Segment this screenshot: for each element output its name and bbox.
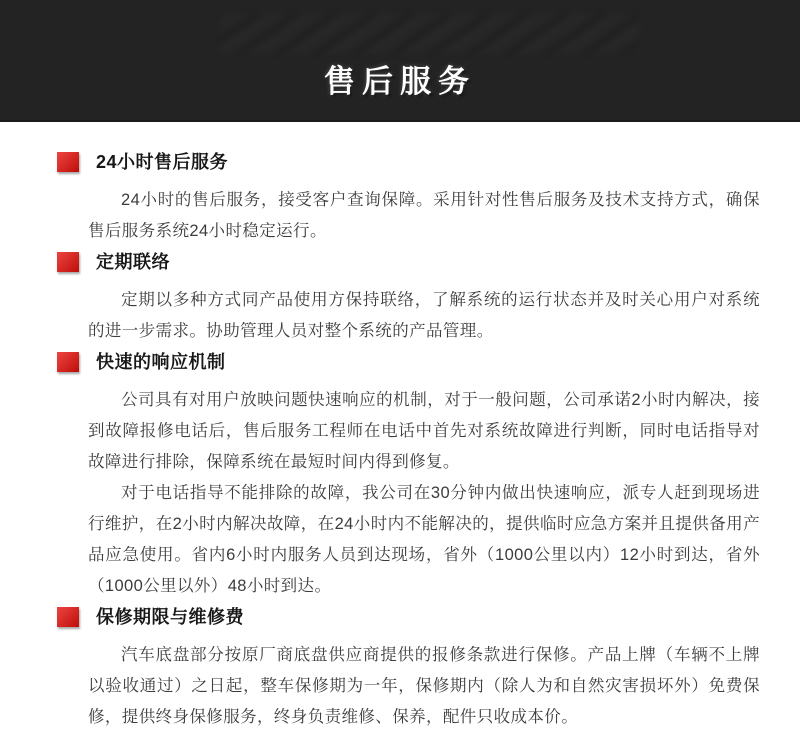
section-paragraph: 对于电话指导不能排除的故障，我公司在30分钟内做出快速响应，派专人赶到现场进行维护，在2小时内解决故障，在24小时内不能解决的，提供临时应急方案并且提供备用产品应急使用。省内6小时内服务人员到达现场，省外（1000公里以内）12小时到达，省外（1000公里以外）48小时到达。 (88, 484, 760, 595)
section-24h-service (57, 150, 760, 247)
section-paragraph: 24小时的售后服务，接受客户查询保障。采用针对性售后服务及技术支持方式，确保售后服务系统24小时稳定运行。 (88, 191, 760, 240)
content (0, 122, 800, 733)
red-square-bullet-icon (57, 607, 79, 627)
section-warranty (57, 605, 760, 733)
red-square-bullet-icon (57, 352, 79, 372)
section-heading-row (57, 605, 760, 629)
red-square-bullet-icon (57, 152, 79, 172)
section-paragraph: 定期以多种方式同产品使用方保持联络，了解系统的运行状态并及时关心用户对系统的进一步需求。协助管理人员对整个系统的产品管理。 (88, 291, 760, 340)
section-regular-contact (57, 250, 760, 347)
section-heading: 24小时售后服务 (96, 152, 229, 172)
section-heading: 定期联络 (96, 252, 170, 272)
section-heading-row (57, 250, 760, 274)
watermark (220, 14, 640, 54)
section-fast-response (57, 350, 760, 602)
section-heading: 快速的响应机制 (96, 352, 226, 372)
page-header (0, 0, 800, 122)
section-heading: 保修期限与维修费 (96, 607, 244, 627)
section-paragraph: 公司具有对用户放映问题快速响应的机制，对于一般问题，公司承诺2小时内解决，接到故障报修电话后，售后服务工程师在电话中首先对系统故障进行判断，同时电话指导对故障进行排除，保障系统在最短时间内得到修复。 (88, 391, 760, 471)
section-paragraph: 汽车底盘部分按原厂商底盘供应商提供的报修条款进行保修。产品上牌（车辆不上牌以验收通过）之日起，整车保修期为一年，保修期内（除人为和自然灾害损坏外）免费保修，提供终身保修服务，终身负责维修、保养，配件只收成本价。 (88, 646, 760, 726)
section-heading-row (57, 150, 760, 174)
section-heading-row (57, 350, 760, 374)
red-square-bullet-icon (57, 252, 79, 272)
page-title: 售后服务 (324, 64, 476, 99)
